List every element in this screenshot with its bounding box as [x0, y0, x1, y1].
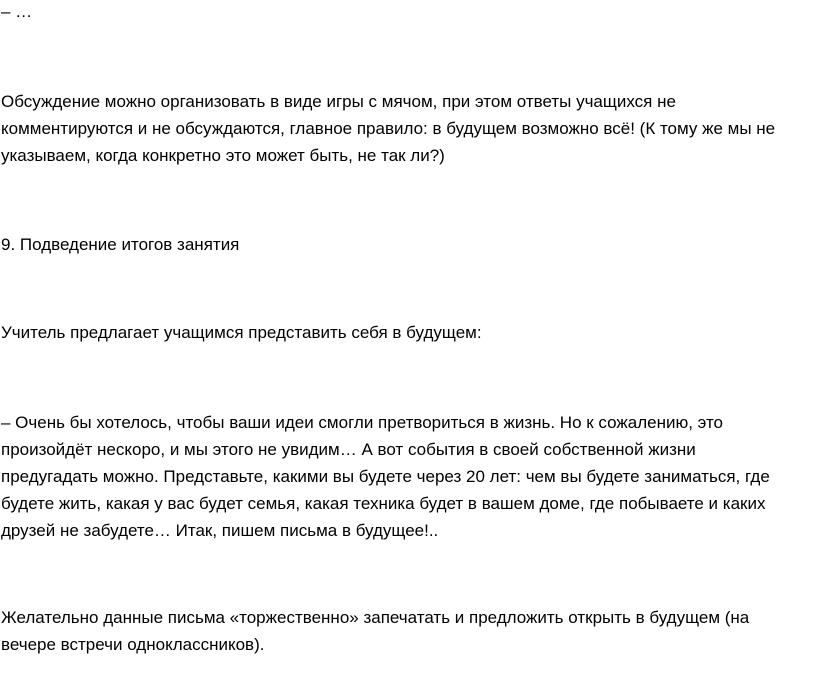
text-line: Обсуждение можно организовать в виде игры с мячом, при этом ответы учащихся не — [1, 92, 676, 111]
text-line: вечере встречи одноклассников). — [1, 635, 265, 654]
text-line: – Очень бы хотелось, чтобы ваши идеи смогли претвориться в жизнь. Но к сожалению, это — [1, 413, 724, 432]
paragraph-teacher-speech — [1, 409, 813, 544]
text-line: друзей не забудете… Итак, пишем письма в будущее!.. — [1, 521, 439, 540]
text-line: – … — [1, 2, 33, 21]
paragraph-teacher-intro — [1, 319, 813, 346]
text-line: указываем, когда конкретно это может быть, не так ли?) — [1, 146, 445, 165]
text-line: предугадать можно. Представьте, какими вы будете через 20 лет: чем вы будете заниматься, где — [1, 467, 770, 486]
text-line: 9. Подведение итогов занятия — [1, 235, 240, 254]
text-line: произойдёт нескоро, и мы этого не увидим… А вот события в своей собственной жизни — [1, 440, 696, 459]
paragraph-discussion — [1, 88, 813, 169]
text-line: Учитель предлагает учащимся представить себя в будущем: — [1, 323, 482, 342]
text-line: комментируются и не обсуждаются, главное правило: в будущем возможно всё! (К тому же мы не — [1, 119, 776, 138]
text-line: Желательно данные письма «торжественно» запечатать и предложить открыть в будущем (на — [1, 608, 750, 627]
section-heading-summary — [1, 231, 813, 258]
paragraph-letters-seal — [1, 604, 813, 658]
paragraph-dash-ellipsis — [1, 0, 813, 25]
text-line: будете жить, какая у вас будет семья, какая техника будет в вашем доме, где побываете и каких — [1, 494, 766, 513]
